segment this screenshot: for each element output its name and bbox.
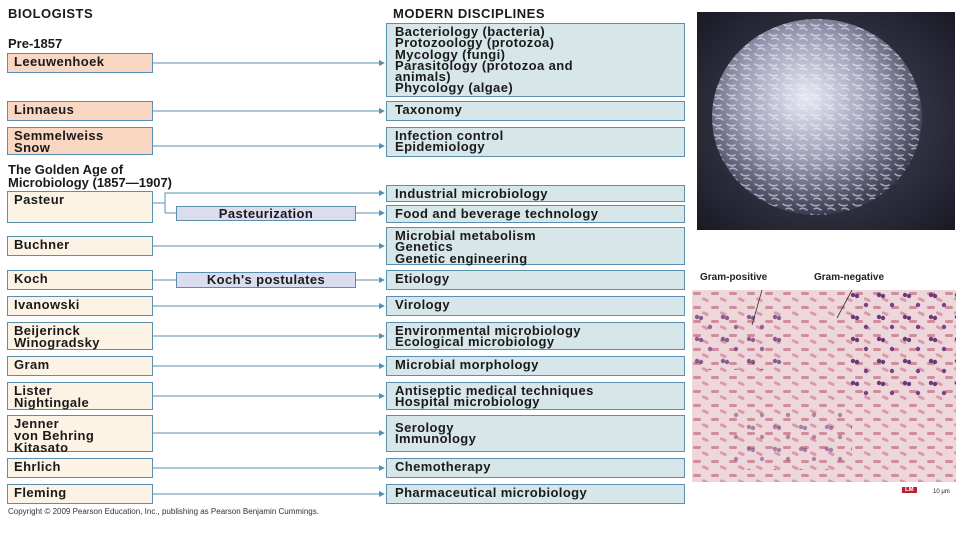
discipline-industrial: Industrial microbiology [386, 185, 685, 202]
discipline-microbe-fields: Bacteriology (bacteria) Protozoology (protozoa) Mycology (fungi) Parasitology (protozoa and animals) Phycology (algae) [386, 23, 685, 97]
discipline-pharmaceutical: Pharmaceutical microbiology [386, 484, 685, 504]
biologist-beijerinck-winogradsky: Beijerinck Winogradsky [7, 322, 153, 350]
discipline-virology: Virology [386, 296, 685, 316]
discipline-infection-epidemiology: Infection control Epidemiology [386, 127, 685, 157]
biologists-header: BIOLOGISTS [8, 6, 94, 21]
gram-stain-image [692, 290, 956, 482]
gram-positive-label: Gram-positive [700, 272, 768, 283]
discipline-antiseptic-hospital: Antiseptic medical techniques Hospital microbiology [386, 382, 685, 410]
discipline-taxonomy: Taxonomy [386, 101, 685, 121]
discipline-environmental-ecological: Environmental microbiology Ecological microbiology [386, 322, 685, 350]
lm-badge: LM [902, 487, 917, 493]
biologist-fleming: Fleming [7, 484, 153, 504]
discipline-etiology: Etiology [386, 270, 685, 290]
biologist-leeuwenhoek: Leeuwenhoek [7, 53, 153, 73]
scale-bar-label: 10 μm [933, 489, 950, 495]
copyright-text: Copyright © 2009 Pearson Education, Inc., publishing as Pearson Benjamin Cummings. [8, 507, 319, 516]
koch-postulates-box: Koch's postulates [176, 272, 356, 288]
sem-cell-image [697, 12, 955, 230]
discipline-morphology: Microbial morphology [386, 356, 685, 376]
biologist-koch: Koch [7, 270, 153, 290]
biologist-lister-nightingale: Lister Nightingale [7, 382, 153, 410]
biologist-semmelweiss-snow: Semmelweiss Snow [7, 127, 153, 155]
gram-negative-label: Gram-negative [814, 272, 885, 283]
biologist-linnaeus: Linnaeus [7, 101, 153, 121]
biologist-jenner-behring-kitasato: Jenner von Behring Kitasato [7, 415, 153, 452]
biologist-ivanowski: Ivanowski [7, 296, 153, 316]
discipline-metabolism-genetics: Microbial metabolism Genetics Genetic engineering [386, 227, 685, 265]
pre-1857-heading: Pre-1857 [8, 36, 63, 51]
golden-age-line-1: The Golden Age of [8, 162, 124, 177]
discipline-chemotherapy: Chemotherapy [386, 458, 685, 478]
discipline-serology-immunology: Serology Immunology [386, 415, 685, 452]
pasteurization-box: Pasteurization [176, 206, 356, 221]
discipline-food-beverage: Food and beverage technology [386, 205, 685, 223]
biologist-buchner: Buchner [7, 236, 153, 256]
biologist-ehrlich: Ehrlich [7, 458, 153, 478]
biologist-pasteur: Pasteur [7, 191, 153, 223]
golden-age-line-2: Microbiology (1857—1907) [8, 175, 172, 190]
biologist-gram: Gram [7, 356, 153, 376]
disciplines-header: MODERN DISCIPLINES [393, 6, 546, 21]
gram-stain-photo [692, 290, 956, 482]
sem-cell-photo [697, 12, 955, 230]
